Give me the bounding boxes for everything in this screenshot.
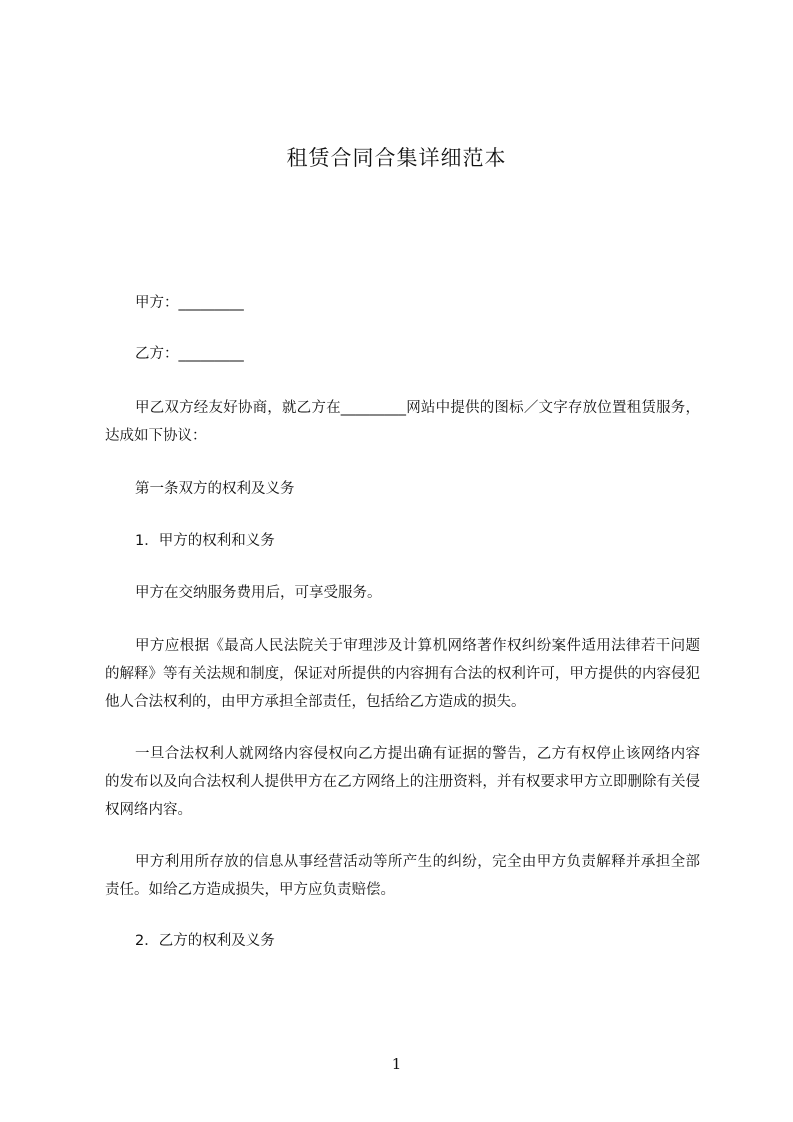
section-1-heading: 1．甲方的权利和义务 [135, 533, 275, 549]
agreement-intro: 甲乙双方经友好协商，就乙方在_________网站中提供的图标／文字存放位置租赁服务，达成如下协议： [105, 400, 700, 444]
clause-infringement-notice: 一旦合法权利人就网络内容侵权向乙方提出确有证据的警告，乙方有权停止该网络内容的发布以及向合法权利人提供甲方在乙方网络上的注册资料，并有权要求甲方立即删除有关侵权网络内容。 [105, 746, 700, 818]
clause-dispute-liability: 甲方利用所存放的信息从事经营活动等所产生的纠纷，完全由甲方负责解释并承担全部责任。如给乙方造成损失，甲方应负责赔偿。 [105, 854, 700, 898]
document-title: 租赁合同合集详细范本 [286, 146, 507, 170]
page-number: 1 [391, 1055, 402, 1073]
party-a-line: 甲方：_________ [135, 295, 244, 311]
clause-service-access: 甲方在交纳服务费用后，可享受服务。 [135, 585, 382, 601]
article-1-heading: 第一条双方的权利及义务 [135, 481, 295, 497]
clause-legal-compliance: 甲方应根据《最高人民法院关于审理涉及计算机网络著作权纠纷案件适用法律若干问题的解释》等有关法规和制度，保证对所提供的内容拥有合法的权利许可，甲方提供的内容侵犯他人合法权利的，由甲方承担全部责任，包括给乙方造成的损失。 [105, 638, 700, 710]
section-2-heading: 2．乙方的权利及义务 [135, 933, 275, 949]
party-b-line: 乙方：_________ [135, 346, 244, 362]
